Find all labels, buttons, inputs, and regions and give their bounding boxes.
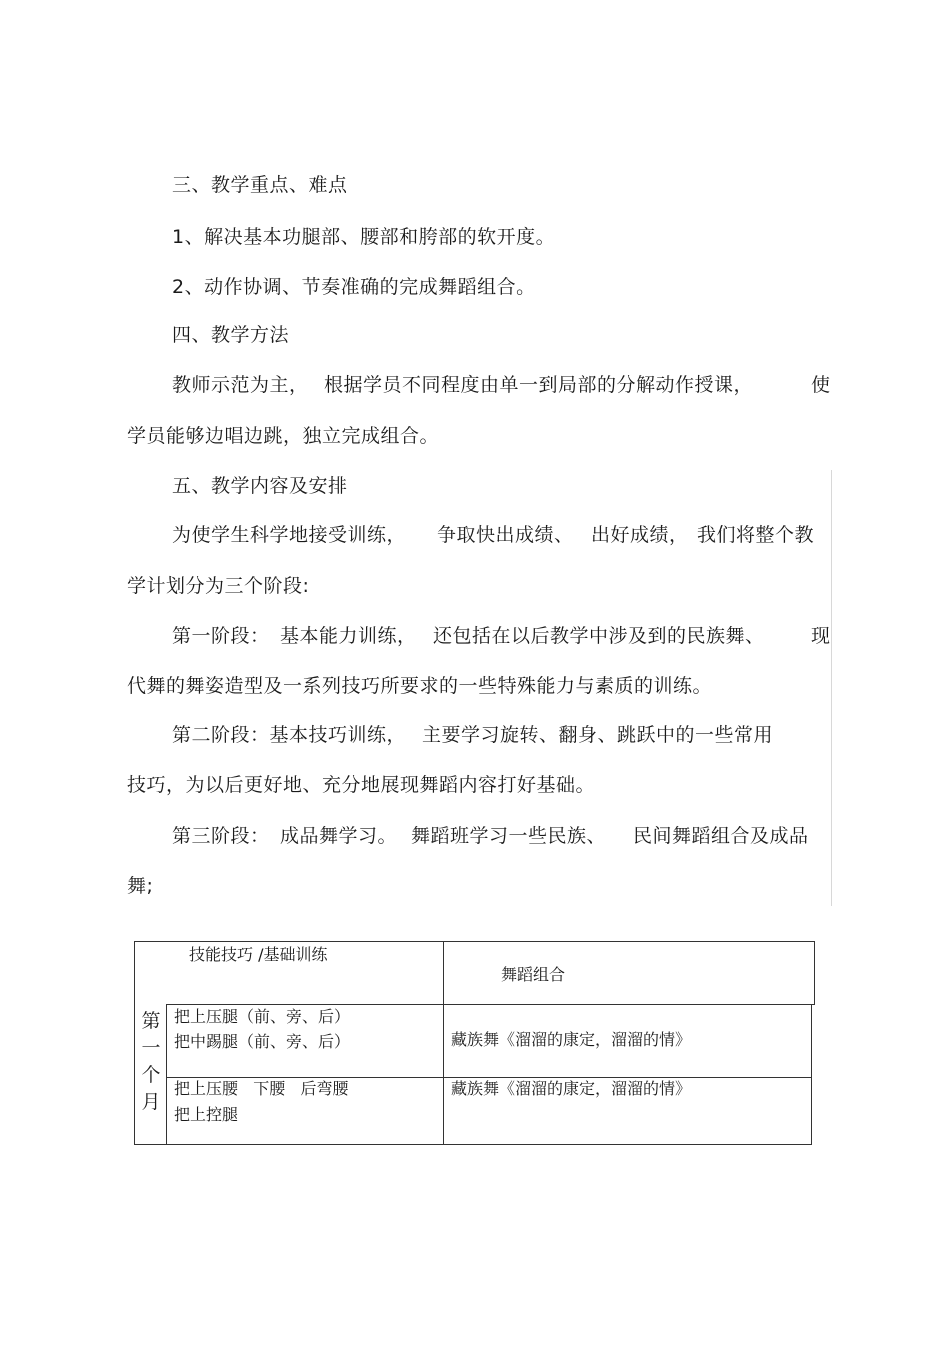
- section-heading-4: 四、教学方法: [172, 324, 290, 346]
- stage-3-line-b: 成品舞学习。: [280, 825, 398, 847]
- row-1-skill-1: 把上压腿（前、旁、后）: [174, 1007, 351, 1026]
- table-border-top: [134, 941, 815, 942]
- table-border-right-header: [814, 941, 815, 1005]
- method-line-2: 学员能够边唱边跳，独立完成组合。: [127, 425, 440, 447]
- row-2-combination: 藏族舞《溜溜的康定，溜溜的情》: [451, 1079, 692, 1098]
- stage-1-line-b: 基本能力训练，: [280, 625, 417, 647]
- row-2-skill-1: 把上压腰 下腰 后弯腰: [174, 1079, 349, 1098]
- section-heading-5: 五、教学内容及安排: [172, 475, 348, 497]
- row-1-combination: 藏族舞《溜溜的康定，溜溜的情》: [451, 1030, 692, 1049]
- content-line-1d: 我们将整个教: [697, 524, 815, 546]
- row-2-skill-2: 把上控腿: [174, 1105, 239, 1124]
- stage-3-line-d: 民间舞蹈组合及成品: [633, 825, 809, 847]
- stage-3-line-c: 舞蹈班学习一些民族、: [411, 825, 607, 847]
- stage-3-line-a: 第三阶段：: [172, 825, 270, 847]
- month-char: 月: [141, 1091, 161, 1113]
- key-point-1: 1、解决基本功腿部、腰部和胯部的软开度。: [172, 226, 556, 248]
- key-point-2: 2、动作协调、节奏准确的完成舞蹈组合。: [172, 276, 536, 298]
- method-line-1a: 教师示范为主，: [172, 374, 309, 396]
- table-month-divider: [166, 1004, 167, 1145]
- month-char: 一: [141, 1037, 161, 1059]
- stage-1-line-d: 现: [811, 625, 831, 647]
- method-line-1c: 使: [811, 374, 831, 396]
- month-char: 第: [141, 1010, 161, 1032]
- method-line-1b: 根据学员不同程度由单一到局部的分解动作授课，: [324, 374, 754, 396]
- margin-rule: [831, 470, 832, 906]
- month-char: 个: [141, 1064, 161, 1086]
- stage-2-line-c: 技巧，为以后更好地、充分地展现舞蹈内容打好基础。: [127, 774, 596, 796]
- section-heading-3: 三、教学重点、难点: [172, 174, 348, 196]
- table-column-divider: [443, 941, 444, 1145]
- stage-2-line-a: 第二阶段：基本技巧训练，: [172, 724, 407, 746]
- month-label: [139, 1008, 163, 1116]
- stage-1-line-a: 第一阶段：: [172, 625, 270, 647]
- content-line-1c: 出好成绩，: [591, 524, 689, 546]
- stage-3-line-e: 舞;: [127, 875, 154, 897]
- stage-1-line-c: 还包括在以后教学中涉及到的民族舞、: [433, 625, 765, 647]
- table-header-skills: 技能技巧 /基础训练: [189, 945, 328, 964]
- stage-1-line-e: 代舞的舞姿造型及一系列技巧所要求的一些特殊能力与素质的训练。: [127, 675, 713, 697]
- content-line-1a: 为使学生科学地接受训练，: [172, 524, 407, 546]
- table-border-left: [134, 941, 135, 1145]
- content-line-2: 学计划分为三个阶段:: [127, 575, 310, 597]
- table-border-bottom: [134, 1144, 812, 1145]
- stage-2-line-b: 主要学习旋转、翻身、跳跃中的一些常用: [422, 724, 774, 746]
- table-header-combination: 舞蹈组合: [501, 965, 566, 984]
- content-line-1b: 争取快出成绩、: [437, 524, 574, 546]
- row-1-skill-2: 把中踢腿（前、旁、后）: [174, 1032, 351, 1051]
- table-border-right-body: [811, 1005, 812, 1145]
